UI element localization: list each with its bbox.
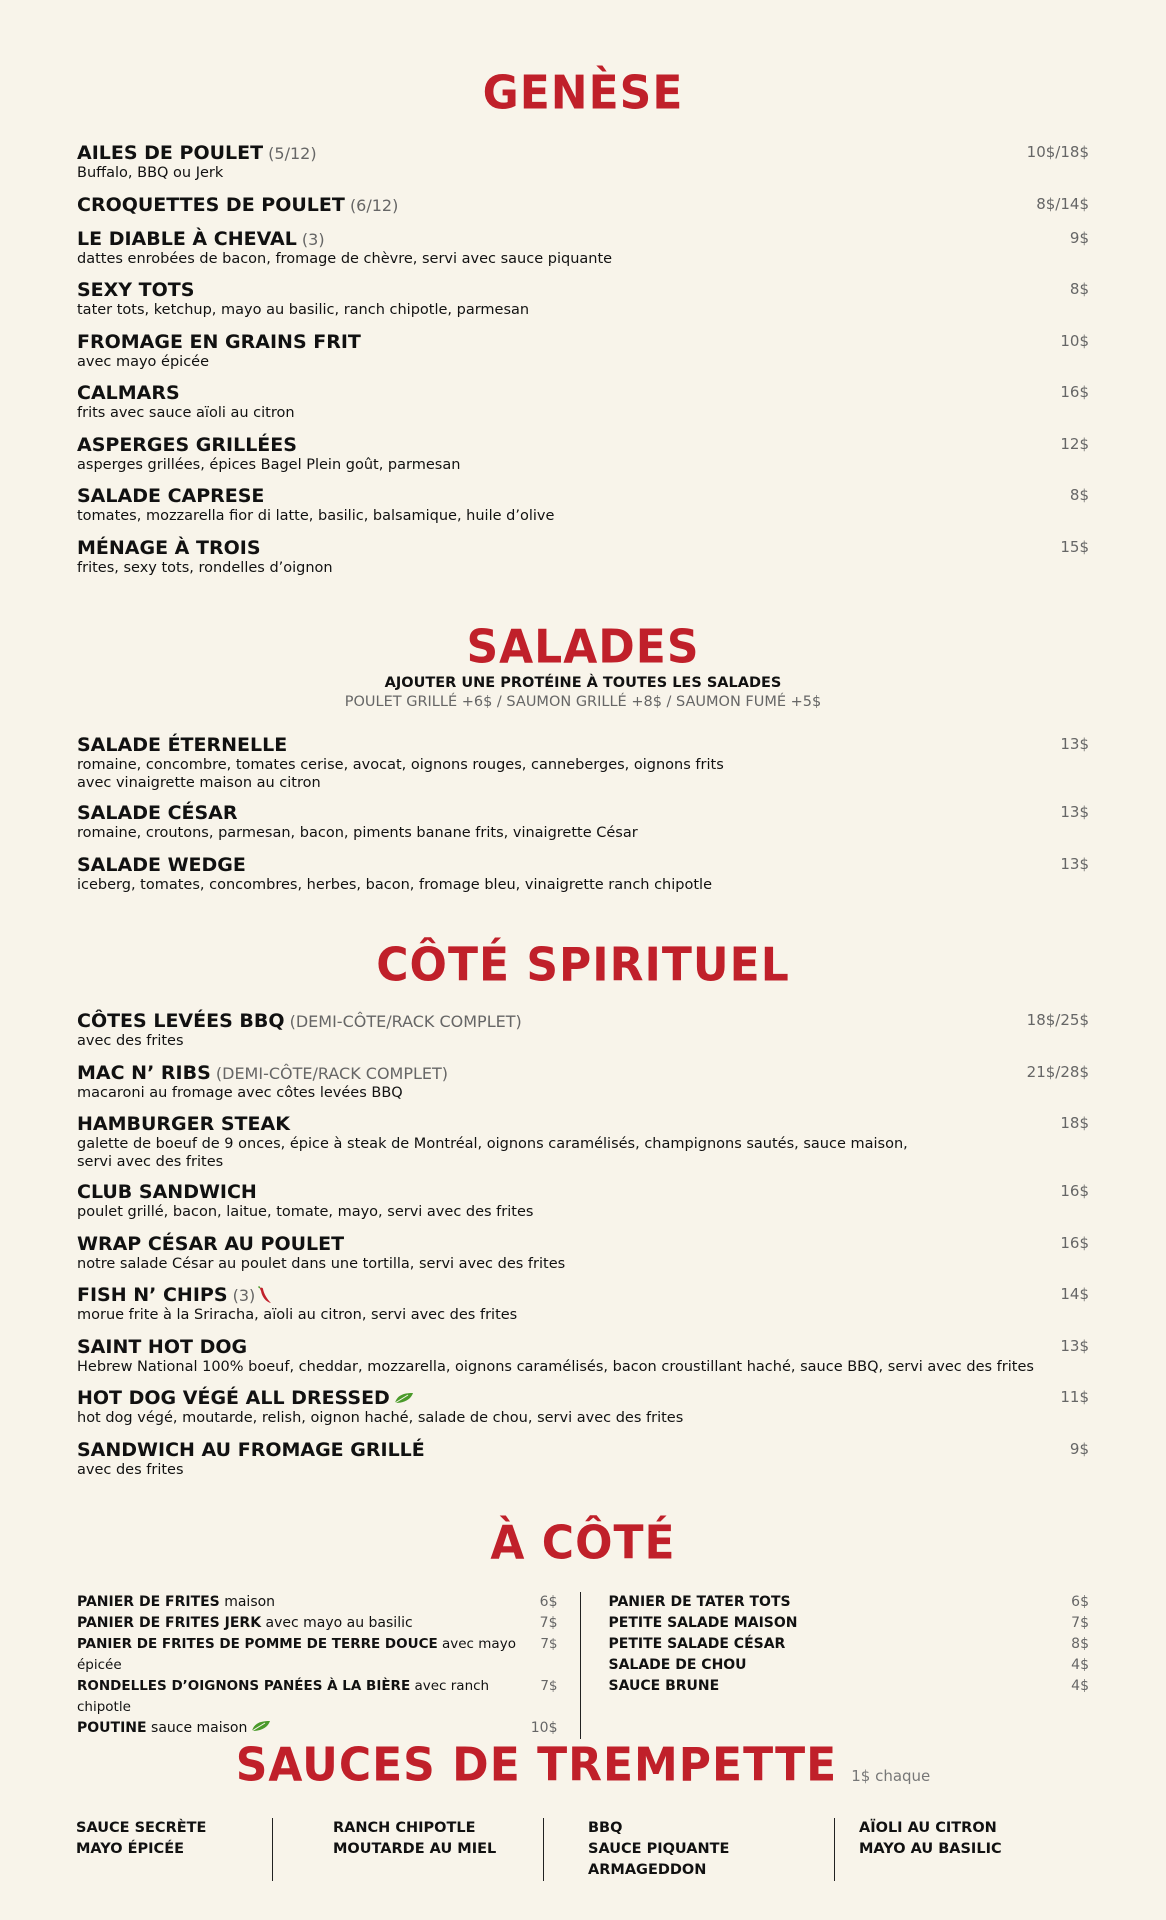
item-price: 16$ [1060,383,1089,401]
item-desc: tomates, mozzarella fior di latte, basilic, balsamique, huile d’olive [77,508,555,524]
sauce-item: SAUCE PIQUANTE ARMAGEDDON [588,1841,730,1878]
item-desc: romaine, croutons, parmesan, bacon, piments banane frits, vinaigrette César [77,825,638,841]
item-name: SALADE WEDGE [77,854,246,876]
item-name: SEXY TOTS [77,279,195,301]
item-desc: avec vinaigrette maison au citron [77,775,321,791]
side-price: 4$ [1071,1678,1089,1694]
section-title-spirituel: CÔTÉ SPIRITUEL [376,938,790,993]
side-name: SALADE DE CHOU [608,1657,747,1673]
item-desc: hot dog végé, moutarde, relish, oignon haché, salade de chou, servi avec des frites [77,1410,684,1426]
item-qty: (5/12) [268,144,317,163]
spirituel-section [0,940,1166,991]
item-qty: (DEMI-CÔTE/RACK COMPLET) [289,1012,522,1031]
item-name: WRAP CÉSAR AU POULET [77,1233,345,1255]
item-desc: macaroni au fromage avec côtes levées BBQ [77,1085,403,1101]
item-name: AILES DE POULET [77,142,264,164]
item-name: CLUB SANDWICH [77,1181,257,1203]
item-price: 8$ [1069,486,1089,504]
item-price: 8$/14$ [1036,195,1089,213]
side-price: 7$ [539,1615,558,1631]
item-qty: (3) [232,1286,256,1305]
genese-section [0,68,1166,119]
menu-item [77,1387,1089,1439]
item-qty: (6/12) [349,196,399,215]
side-item [77,1676,558,1718]
item-desc: frites, sexy tots, rondelles d’oignon [77,560,333,576]
item-desc: iceberg, tomates, concombres, herbes, bacon, fromage bleu, vinaigrette ranch chipotle [77,877,712,893]
side-name: SAUCE BRUNE [608,1678,720,1694]
side-name: PANIER DE FRITES JERK [77,1615,262,1631]
side-item [77,1613,558,1634]
side-extra: avec mayo épicée [77,1636,516,1673]
side-name: RONDELLES D’OIGNONS PANÉES À LA BIÈRE [77,1678,411,1694]
item-desc: notre salade César au poulet dans une tortilla, servi avec des frites [77,1256,566,1272]
side-extra: avec ranch chipotle [77,1678,490,1715]
side-item [609,1634,1090,1655]
menu-item [77,1284,1089,1336]
menu-item [77,802,1089,854]
item-name: CÔTES LEVÉES BBQ [77,1010,285,1032]
chili-pepper-icon [258,1286,272,1304]
item-name: FROMAGE EN GRAINS FRIT [77,331,361,353]
side-name: PANIER DE TATER TOTS [608,1594,791,1610]
menu-item [77,434,1089,485]
protein-note-prices: POULET GRILLÉ +6$ / SAUMON GRILLÉ +8$ / SAUMON FUMÉ +5$ [344,694,822,710]
side-price: 6$ [539,1594,558,1610]
item-price: 9$ [1069,229,1089,247]
item-price: 15$ [1060,538,1089,556]
item-price: 10$/18$ [1026,143,1089,161]
item-desc: frits avec sauce aïoli au citron [77,405,295,421]
sides-left-column [77,1592,581,1739]
item-desc: Buffalo, BBQ ou Jerk [77,165,224,181]
item-name: SALADE ÉTERNELLE [77,734,288,756]
item-name: CROQUETTES DE POULET [77,194,345,216]
sauce-price-note: 1$ chaque [851,1767,931,1785]
item-qty: (3) [301,230,325,249]
menu-item [77,537,1089,579]
menu-item [77,194,1089,228]
item-name: ASPERGES GRILLÉES [77,434,297,456]
section-title-salades: SALADES [466,620,700,675]
side-name: PETITE SALADE CÉSAR [608,1636,786,1652]
sides-grid [0,1592,1166,1739]
sauce-item: BBQ [588,1820,623,1836]
side-price: 7$ [1071,1615,1089,1631]
item-price: 18$ [1060,1114,1089,1132]
menu-item [77,1010,1089,1062]
side-price: 7$ [540,1636,558,1652]
sauce-item: MAYO ÉPICÉE [76,1841,184,1857]
side-extra: avec mayo au basilic [261,1615,413,1631]
menu-item [77,382,1089,434]
menu-item [77,854,1089,896]
salades-list [0,734,1166,896]
menu-item [77,1439,1089,1481]
side-item [609,1676,1090,1697]
acote-section [0,1518,1166,1569]
item-name: HAMBURGER STEAK [77,1113,290,1135]
item-price: 16$ [1060,1182,1089,1200]
side-name: POUTINE [77,1720,147,1736]
item-price: 21$/28$ [1026,1063,1089,1081]
item-price: 8$ [1069,280,1089,298]
item-desc: romaine, concombre, tomates cerise, avocat, oignons rouges, canneberges, oignons frits [77,757,724,773]
menu-item [77,1062,1089,1113]
leaf-icon [251,1720,271,1732]
sauce-item: SAUCE SECRÈTE [76,1820,207,1836]
sauce-column [834,1818,1002,1881]
item-desc: asperges grillées, épices Bagel Plein goût, parmesan [77,457,461,473]
side-price: 6$ [1071,1594,1089,1610]
menu-item [77,279,1089,331]
item-qty: (DEMI-CÔTE/RACK COMPLET) [215,1064,449,1083]
item-desc: poulet grillé, bacon, laitue, tomate, mayo, servi avec des frites [77,1204,534,1220]
side-name: PANIER DE FRITES [77,1594,220,1610]
side-item [77,1634,558,1676]
item-name: SANDWICH AU FROMAGE GRILLÉ [77,1439,425,1461]
menu-item [77,1233,1089,1284]
item-desc: avec mayo épicée [77,354,210,370]
item-price: 13$ [1060,803,1089,821]
item-desc: Hebrew National 100% boeuf, cheddar, mozzarella, oignons caramélisés, bacon croustillant haché, sauce BBQ, servi avec des frites [77,1359,1034,1375]
item-price: 13$ [1060,1337,1089,1355]
sauces-grid [0,1818,1166,1881]
item-desc: morue frite à la Sriracha, aïoli au citron, servi avec des frites [77,1307,518,1323]
side-extra: sauce maison [146,1720,248,1736]
item-desc: avec des frites [77,1033,184,1049]
leaf-icon [394,1392,414,1404]
salades-section [0,622,1166,710]
item-desc: galette de boeuf de 9 onces, épice à steak de Montréal, oignons caramélisés, champignons sautés, sauce maison, [77,1136,908,1152]
spirituel-list [0,1010,1166,1481]
item-desc: avec des frites [77,1462,184,1478]
sauce-item: AÏOLI AU CITRON [859,1820,997,1836]
sauce-column [76,1818,272,1881]
side-item [609,1655,1090,1676]
item-name: HOT DOG VÉGÉ ALL DRESSED [77,1387,390,1409]
item-desc: tater tots, ketchup, mayo au basilic, ranch chipotle, parmesan [77,302,530,318]
side-item [609,1592,1090,1613]
side-price: 7$ [540,1678,558,1694]
item-price: 10$ [1060,332,1089,350]
side-price: 10$ [530,1720,558,1736]
section-title-sauces: SAUCES DE TREMPETTE [235,1738,838,1793]
menu-item [77,734,1089,802]
side-item [77,1592,558,1613]
menu-item [77,1181,1089,1233]
item-price: 16$ [1060,1234,1089,1252]
item-name: SALADE CÉSAR [77,802,238,824]
menu-item [77,228,1089,279]
item-name: MAC N’ RIBS [77,1062,211,1084]
sides-right-column [581,1592,1090,1739]
item-price: 12$ [1060,435,1089,453]
item-name: SALADE CAPRESE [77,485,265,507]
side-price: 4$ [1071,1657,1089,1673]
section-title-acote: À CÔTÉ [490,1516,676,1571]
item-price: 14$ [1060,1285,1089,1303]
item-name: CALMARS [77,382,180,404]
item-name: FISH N’ CHIPS [77,1284,228,1306]
sauces-header [0,1740,1166,1791]
menu-item [77,1113,1089,1181]
side-item [609,1613,1090,1634]
item-name: SAINT HOT DOG [77,1336,248,1358]
genese-list [0,142,1166,579]
menu-item [77,1336,1089,1387]
section-title-genese: GENÈSE [482,66,684,121]
protein-note-title: AJOUTER UNE PROTÉINE À TOUTES LES SALADES [384,675,782,691]
side-item [77,1718,558,1739]
sauce-column [272,1818,543,1881]
item-price: 11$ [1060,1388,1089,1406]
sauce-item: MOUTARDE AU MIEL [333,1841,497,1857]
item-price: 13$ [1060,855,1089,873]
side-extra: maison [219,1594,276,1610]
item-price: 18$/25$ [1026,1011,1089,1029]
sauce-item: RANCH CHIPOTLE [333,1820,476,1836]
menu-item [77,485,1089,537]
item-price: 9$ [1069,1440,1089,1458]
menu-item [77,331,1089,382]
sauce-item: MAYO AU BASILIC [859,1841,1002,1857]
item-price: 13$ [1060,735,1089,753]
item-name: LE DIABLE À CHEVAL [77,228,297,250]
item-desc: servi avec des frites [77,1154,224,1170]
side-name: PANIER DE FRITES DE POMME DE TERRE DOUCE [77,1636,438,1652]
side-price: 8$ [1071,1636,1089,1652]
side-name: PETITE SALADE MAISON [608,1615,798,1631]
item-desc: dattes enrobées de bacon, fromage de chèvre, servi avec sauce piquante [77,251,613,267]
item-name: MÉNAGE À TROIS [77,537,261,559]
sauce-column [543,1818,834,1881]
menu-item [77,142,1089,184]
